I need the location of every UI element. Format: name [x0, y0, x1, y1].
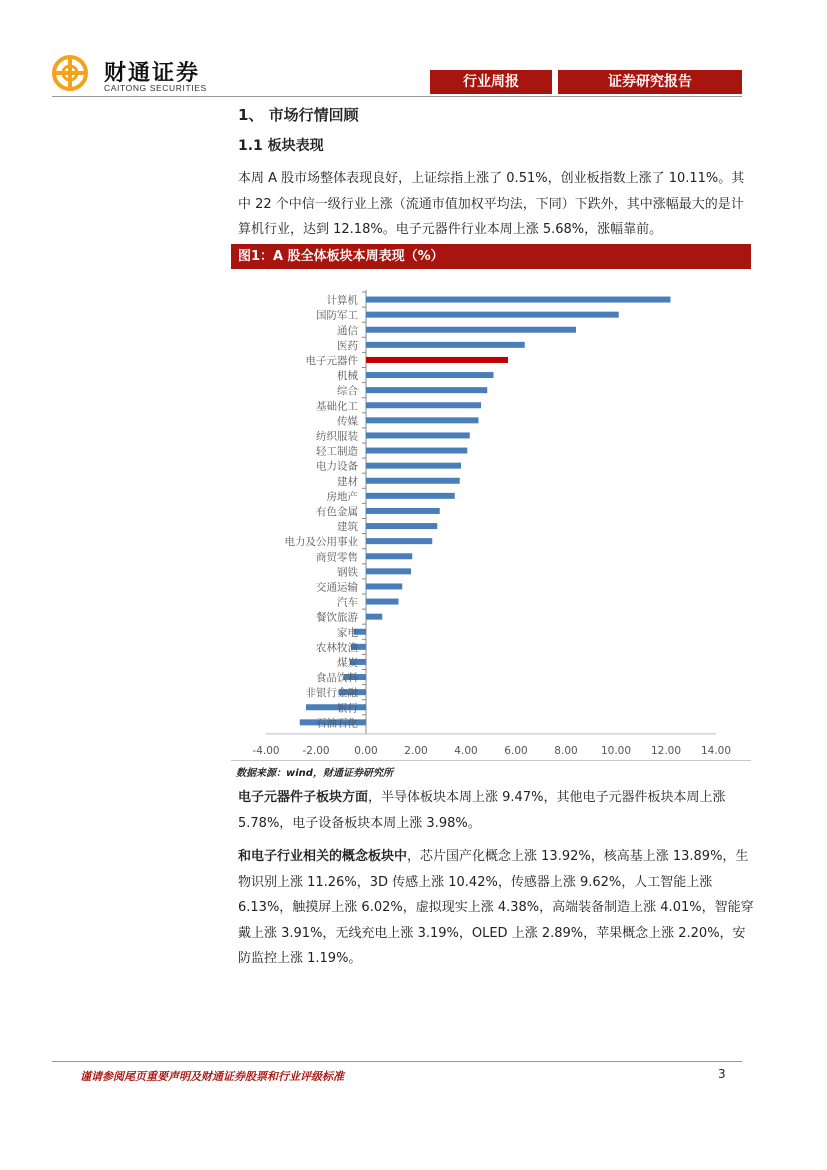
- header-divider: [52, 96, 742, 97]
- category-label: 电子元器件: [305, 354, 358, 367]
- paragraph-concepts: [238, 844, 754, 972]
- paragraph-market-summary: 本周 A 股市场整体表现良好，上证综指上涨了 0.51%，创业板指数上涨了 10.11%。其中 22 个中信一级行业上涨（流通市值加权平均法，下同）下跌外，其中涨幅最大的是计算机行业，达到 12.18%。电子元器件行业本周上涨 5.68%，涨幅靠前。: [238, 171, 745, 237]
- bar-7: [366, 387, 487, 393]
- x-tick-label: 10.00: [600, 744, 632, 757]
- x-tick-label: 4.00: [454, 744, 478, 757]
- bar-2: [366, 312, 619, 318]
- category-label: 通信: [337, 324, 358, 337]
- category-label: 医药: [337, 339, 358, 352]
- page-number: 3: [718, 1067, 726, 1081]
- subsection-heading: 1.1 板块表现: [238, 138, 324, 154]
- data-source: 数据来源：wind，财通证券研究所: [236, 768, 393, 779]
- x-tick-label: 0.00: [354, 744, 378, 757]
- category-label: 轻工制造: [316, 445, 358, 458]
- bar-8: [366, 402, 481, 408]
- category-label: 钢铁: [337, 566, 358, 579]
- category-label: 纺织服装: [316, 430, 358, 443]
- figure-title: 图1：A 股全体板块本周表现（%）: [231, 244, 751, 269]
- bar-15: [366, 508, 440, 514]
- category-label: 家电: [337, 626, 358, 639]
- category-label: 石油石化: [316, 717, 358, 730]
- category-label: 食品饮料: [316, 672, 358, 685]
- bar-12: [366, 463, 461, 469]
- category-label: 有色金属: [316, 505, 358, 518]
- x-tick-label: 6.00: [504, 744, 528, 757]
- bar-18: [366, 553, 412, 559]
- paragraph-concepts-lead: 和电子行业相关的概念板块中: [238, 849, 408, 864]
- category-label: 综合: [337, 385, 358, 398]
- category-label: 交通运输: [316, 581, 358, 594]
- bar-19: [366, 568, 411, 574]
- category-label: 基础化工: [316, 400, 358, 413]
- bar-21: [366, 599, 399, 605]
- category-label: 汽车: [337, 596, 358, 609]
- bar-11: [366, 448, 467, 454]
- bar-14: [366, 493, 455, 499]
- paragraph-subsector: [238, 785, 754, 836]
- category-label: 煤炭: [337, 656, 358, 669]
- chart-divider: [231, 760, 751, 761]
- bar-5: [366, 357, 508, 363]
- x-tick-label: 2.00: [404, 744, 428, 757]
- category-label: 计算机: [326, 294, 358, 307]
- category-label: 电力及公用事业: [284, 536, 358, 549]
- category-label: 国防军工: [316, 309, 358, 322]
- section-heading: 1、 市场行情回顾: [238, 106, 359, 124]
- paragraph-subsector-text: ，半导体板块本周上涨 9.47%，其他电子元器件板块本周上涨 5.78%，电子设备板块本周上涨 3.98%。: [238, 790, 726, 831]
- category-label: 房地产: [326, 490, 358, 503]
- category-label: 餐饮旅游: [316, 611, 358, 624]
- bar-6: [366, 372, 494, 378]
- category-label: 电力设备: [316, 460, 358, 473]
- category-label: 农林牧渔: [316, 641, 358, 654]
- bar-22: [366, 614, 382, 620]
- logo-text-en: CAITONG SECURITIES: [104, 83, 207, 93]
- category-label: 机械: [337, 370, 358, 383]
- paragraph-subsector-lead: 电子元器件子板块方面: [238, 790, 369, 805]
- bar-20: [366, 583, 402, 589]
- company-logo: [52, 55, 222, 95]
- tab-weekly-report: 行业周报: [430, 70, 552, 94]
- x-tick-label: 12.00: [650, 744, 682, 757]
- x-tick-label: 8.00: [554, 744, 578, 757]
- tab-research-report: 证券研究报告: [558, 70, 742, 94]
- footer-disclaimer: 谨请参阅尾页重要声明及财通证券股票和行业评级标准: [80, 1070, 344, 1083]
- category-label: 建筑: [337, 521, 358, 534]
- bar-1: [366, 297, 671, 303]
- bar-9: [366, 417, 479, 423]
- sector-performance-chart: [231, 270, 751, 760]
- x-tick-label: -4.00: [252, 744, 280, 757]
- category-label: 银行: [337, 702, 358, 715]
- logo-text-cn: 财通证券: [104, 60, 201, 86]
- paragraph-concepts-text: ，芯片国产化概念上涨 13.92%，核高基上涨 13.89%，生物识别上涨 11.26%，3D 传感上涨 10.42%，传感器上涨 9.62%，人工智能上涨 6.13%，触摸屏上涨 6.02%，虚拟现实上涨 4.38%，高端装备制造上涨 4.01%，智能穿戴上涨 3.91%，无线充电上涨 3.19%，OLED 上涨 2.89%，苹果概念上涨 2.20%，安防监控上涨 1.19%。: [238, 849, 754, 966]
- bar-17: [366, 538, 432, 544]
- bar-3: [366, 327, 576, 333]
- bar-16: [366, 523, 437, 529]
- footer-divider: [52, 1061, 742, 1062]
- category-label: 传媒: [337, 415, 358, 428]
- category-label: 商贸零售: [316, 551, 358, 564]
- bar-13: [366, 478, 460, 484]
- x-tick-label: 14.00: [700, 744, 732, 757]
- category-label: 非银行金融: [305, 687, 358, 700]
- bar-10: [366, 432, 470, 438]
- bar-4: [366, 342, 525, 348]
- x-tick-label: -2.00: [302, 744, 330, 757]
- logo-mark-icon: [52, 55, 88, 91]
- category-label: 建材: [337, 475, 358, 488]
